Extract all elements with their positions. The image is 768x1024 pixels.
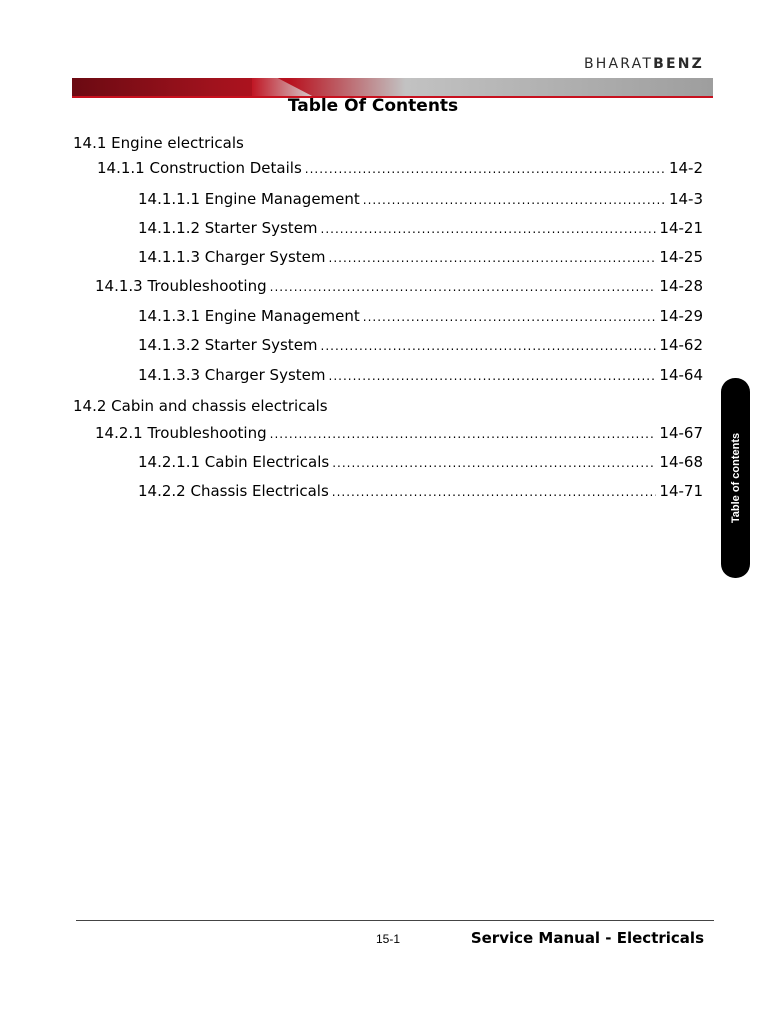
- page-title: Table Of Contents: [287, 96, 459, 116]
- page-number: 15-1: [376, 932, 401, 946]
- toc-leader-dots: [363, 310, 657, 324]
- toc-entry-label: 14.1.1.1 Engine Management: [138, 190, 360, 208]
- toc-leader-dots: [363, 193, 666, 207]
- toc-leader-dots: [332, 456, 656, 470]
- toc-entry[interactable]: [95, 277, 703, 295]
- toc-section-heading: 14.1 Engine electricals: [73, 134, 244, 152]
- toc-entry-label: 14.2.1 Troubleshooting: [95, 424, 267, 442]
- toc-entry-page: 14-62: [659, 336, 703, 354]
- brand-logo: [584, 56, 704, 72]
- toc-entry-label: 14.1.1 Construction Details: [97, 159, 302, 177]
- side-tab-label: Table of contents: [729, 432, 742, 524]
- header-band-notch: [252, 78, 316, 98]
- toc-leader-dots: [329, 369, 657, 383]
- toc-entry-page: 14-67: [659, 424, 703, 442]
- toc-leader-dots: [270, 427, 657, 441]
- toc-entry[interactable]: [138, 307, 703, 325]
- toc-entry-label: 14.1.3.3 Charger System: [138, 366, 326, 384]
- toc-leader-dots: [305, 162, 666, 176]
- toc-leader-dots: [321, 222, 657, 236]
- toc-entry-page: 14-68: [659, 453, 703, 471]
- toc-entry[interactable]: [97, 159, 703, 177]
- toc-entry[interactable]: [138, 453, 703, 471]
- toc-entry-page: 14-28: [659, 277, 703, 295]
- toc-entry-label: 14.2.1.1 Cabin Electricals: [138, 453, 330, 471]
- toc-entry[interactable]: [138, 336, 703, 354]
- side-tab[interactable]: [721, 378, 750, 578]
- toc-leader-dots: [321, 339, 657, 353]
- toc-leader-dots: [329, 251, 657, 265]
- toc-entry-label: 14.1.3.2 Starter System: [138, 336, 318, 354]
- toc-entry-label: 14.1.1.3 Charger System: [138, 248, 326, 266]
- toc-entry-page: 14-29: [659, 307, 703, 325]
- toc-entry[interactable]: [95, 424, 703, 442]
- toc-entry-page: 14-21: [659, 219, 703, 237]
- brand-logo-part1: BHARAT: [583, 56, 654, 72]
- header-band: [72, 78, 713, 98]
- toc-entry[interactable]: [138, 482, 703, 500]
- footer-rule: [76, 920, 714, 921]
- toc-entry[interactable]: [138, 190, 703, 208]
- toc-entry-label: 14.1.3 Troubleshooting: [95, 277, 267, 295]
- toc-entry-page: 14-2: [668, 159, 703, 177]
- toc-entry[interactable]: [138, 219, 703, 237]
- brand-logo-part2: BENZ: [653, 56, 704, 72]
- toc-entry-page: 14-71: [659, 482, 703, 500]
- toc-entry-page: 14-3: [668, 190, 703, 208]
- toc-entry-label: 14.1.3.1 Engine Management: [138, 307, 360, 325]
- toc-leader-dots: [270, 280, 657, 294]
- toc-entry[interactable]: [138, 248, 703, 266]
- toc-entry-label: 14.2.2 Chassis Electricals: [138, 482, 329, 500]
- toc-entry-page: 14-64: [659, 366, 703, 384]
- toc-section-heading: 14.2 Cabin and chassis electricals: [73, 397, 328, 415]
- toc-entry-label: 14.1.1.2 Starter System: [138, 219, 318, 237]
- footer-title: Service Manual - Electricals: [470, 929, 704, 947]
- toc-entry[interactable]: [138, 366, 703, 384]
- toc-entry-page: 14-25: [659, 248, 703, 266]
- toc-leader-dots: [332, 485, 657, 499]
